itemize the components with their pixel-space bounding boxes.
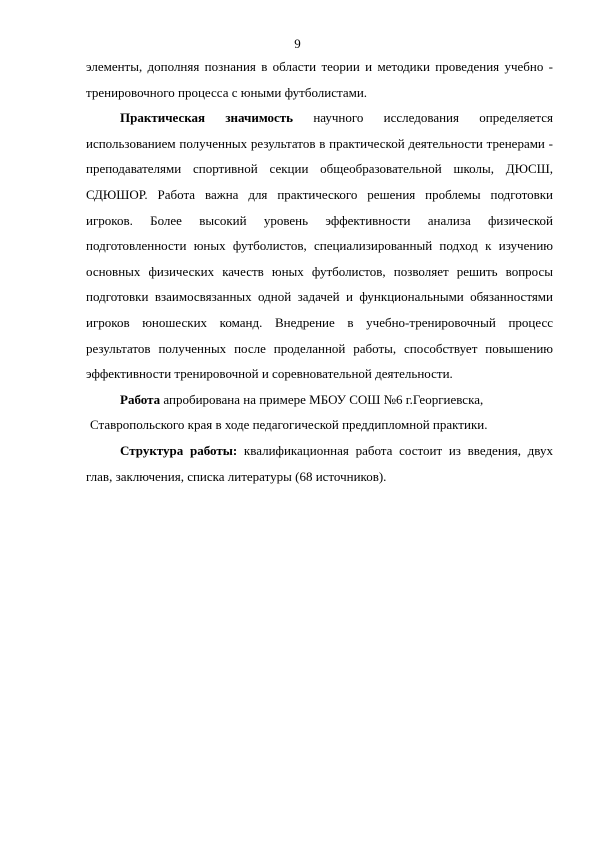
paragraph-practical-significance xyxy=(86,105,553,387)
paragraph-approbation-line2 xyxy=(86,412,553,438)
paragraph-text: элементы, дополняя познания в области теории и методики проведения учебно - тренировочного процесса с юными футболистами. xyxy=(86,59,553,100)
page-number: 9 xyxy=(294,36,301,51)
paragraph-structure xyxy=(86,438,553,489)
approbation-heading: Работа xyxy=(120,391,161,407)
paragraph-approbation xyxy=(86,387,553,413)
paragraph-intro-continuation xyxy=(86,54,553,105)
paragraph-text: научного исследования определяется использованием полученных результатов в практической деятельности тренерами - преподавателями спортивной секции общеобразовательной школы, ДЮСШ, СДЮШОР. Работа важна для практического решения проблемы подготовки игроков. Более высокий уровень эффективности анализа физической подготовленности юных футболистов, специализированный подход к изучению основных физических качеств юных футболистов, позволяет решить вопросы подготовки взаимосвязанных одной задачей и функциональными обязанностями игроков юношеских команд. Внедрение в учебно-тренировочный процесс результатов полученных после проделанной работы, способствует повышению эффективности тренировочной и соревновательной деятельности. xyxy=(86,110,553,382)
paragraph-text: квалификационная работа состоит из введения, двух глав, заключения, списка литературы (68 источников). xyxy=(86,442,553,484)
paragraph-text: апробирована на примере МБОУ СОШ №6 г.Георгиевска, xyxy=(160,391,484,407)
paragraph-text: Ставропольского края в ходе педагогической преддипломной практики. xyxy=(90,417,488,433)
document-body xyxy=(86,54,553,489)
practical-significance-heading: Практическая значимость xyxy=(120,110,294,126)
structure-heading: Структура работы: xyxy=(120,442,238,458)
